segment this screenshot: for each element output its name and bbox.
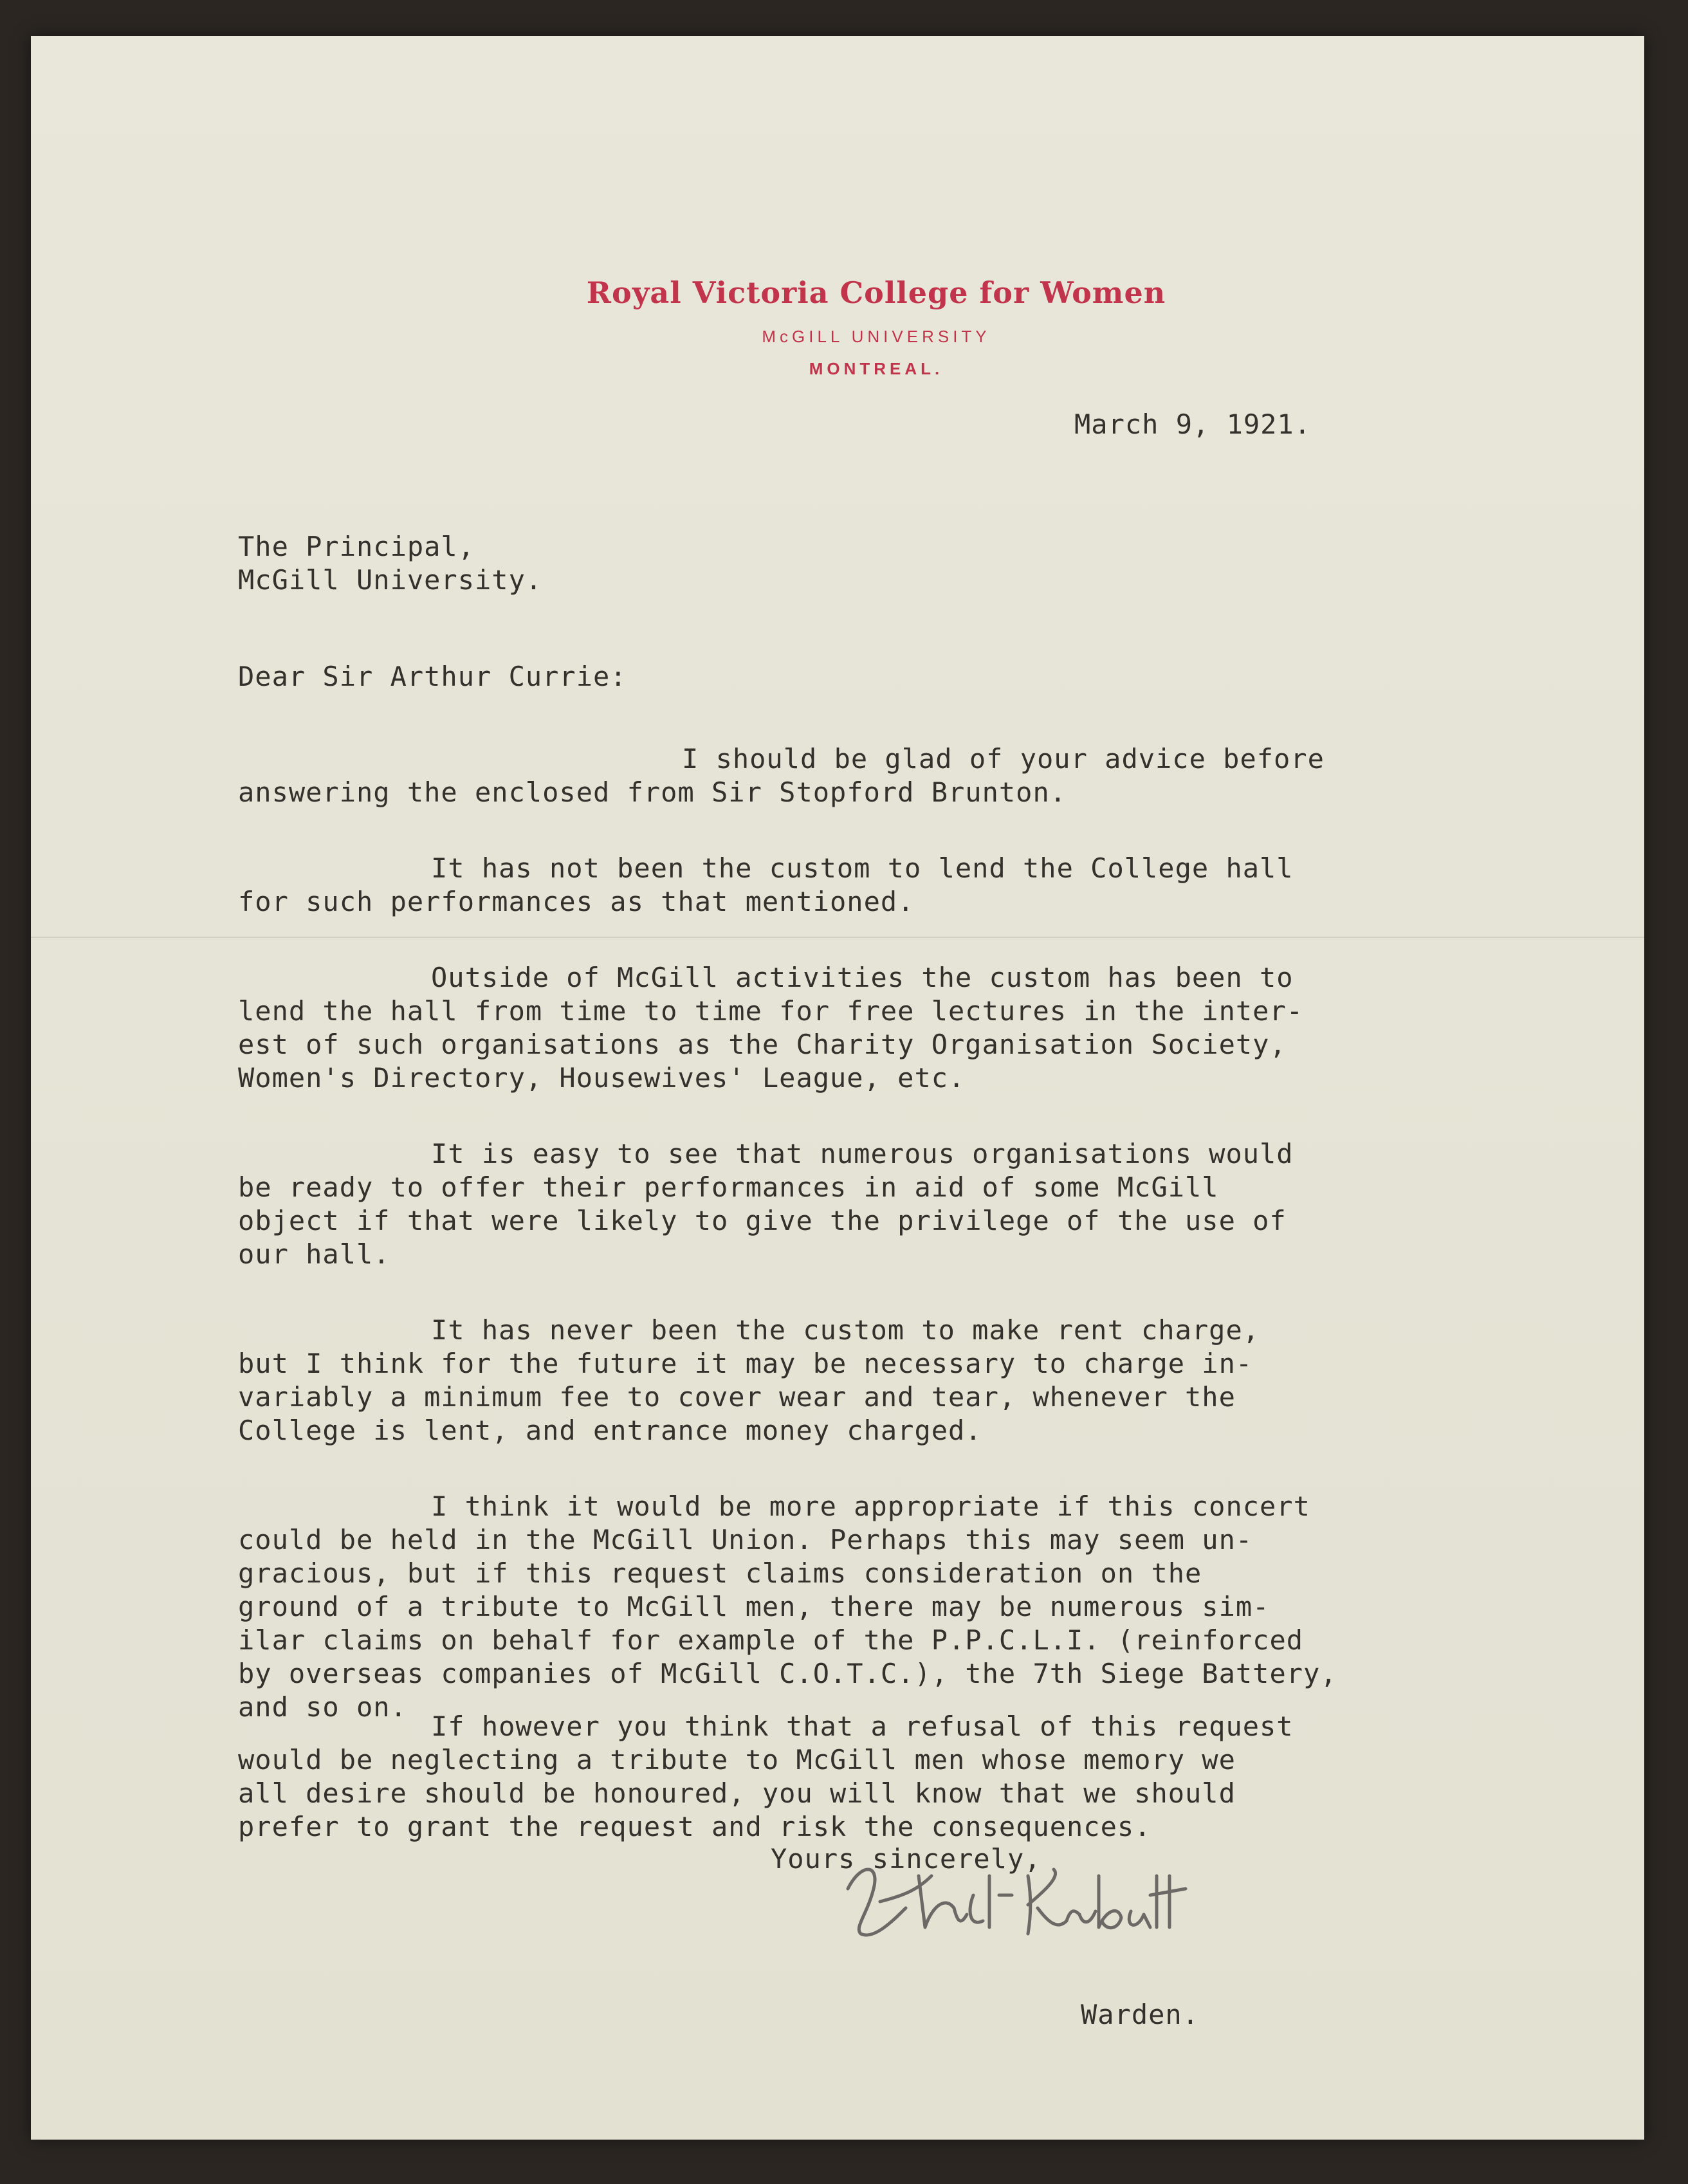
letterhead-institution: Royal Victoria College for Women (586, 275, 1166, 310)
paragraph-1-line-2: answering the enclosed from Sir Stopford Brunton. (238, 776, 1067, 808)
paragraph-3-line-2: lend the hall from time to time for free lectures in the inter- (238, 995, 1304, 1027)
paragraph-3-line-4: Women's Directory, Housewives' League, etc. (238, 1062, 966, 1094)
paragraph-6-line-6: by overseas companies of McGill C.O.T.C.), the 7th Siege Battery, (238, 1658, 1337, 1689)
paragraph-4-line-4: our hall. (238, 1238, 390, 1270)
paragraph-7-line-3: all desire should be honoured, you will know that we should (238, 1777, 1236, 1809)
paragraph-4-line-3: object if that were likely to give the privilege of the use of (238, 1205, 1287, 1236)
paragraph-6-line-5: ilar claims on behalf for example of the P.P.C.L.I. (reinforced (238, 1624, 1304, 1656)
fold-crease (31, 937, 1644, 938)
paragraph-6-line-1: I think it would be more appropriate if this concert (431, 1491, 1310, 1522)
handwritten-signature (835, 1850, 1195, 1947)
recipient-line-1: The Principal, (238, 531, 475, 562)
letterhead-city: MONTREAL. (809, 359, 944, 378)
paragraph-5-line-4: College is lent, and entrance money charged. (238, 1415, 982, 1446)
paragraph-1-line-1: I should be glad of your advice before (682, 743, 1325, 775)
paragraph-5-line-3: variably a minimum fee to cover wear and tear, whenever the (238, 1381, 1236, 1413)
paragraph-3-line-1: Outside of McGill activities the custom has been to (431, 962, 1294, 993)
paragraph-2-line-2: for such performances as that mentioned. (238, 886, 915, 917)
paragraph-6-line-7: and so on. (238, 1691, 407, 1723)
paragraph-6-line-4: ground of a tribute to McGill men, there may be numerous sim- (238, 1591, 1270, 1622)
signatory-title: Warden. (1081, 1999, 1200, 2030)
paragraph-7-line-1: If however you think that a refusal of this request (431, 1711, 1294, 1742)
paragraph-4-line-2: be ready to offer their performances in aid of some McGill (238, 1171, 1219, 1203)
paragraph-6-line-3: gracious, but if this request claims consideration on the (238, 1557, 1202, 1589)
paragraph-5-line-1: It has never been the custom to make rent charge, (431, 1314, 1260, 1346)
paragraph-6-line-2: could be held in the McGill Union. Perhaps this may seem un- (238, 1524, 1253, 1555)
paragraph-3-line-3: est of such organisations as the Charity Organisation Society, (238, 1029, 1287, 1060)
salutation: Dear Sir Arthur Currie: (238, 661, 627, 692)
letter-paper (31, 36, 1644, 2140)
recipient-line-2: McGill University. (238, 564, 543, 596)
closing: Yours sincerely, (771, 1843, 1041, 1875)
paragraph-5-line-2: but I think for the future it may be necessary to charge in- (238, 1348, 1253, 1379)
paragraph-4-line-1: It is easy to see that numerous organisations would (431, 1138, 1294, 1170)
paragraph-2-line-1: It has not been the custom to lend the College hall (431, 852, 1294, 884)
letterhead-university: McGILL UNIVERSITY (762, 327, 991, 346)
paragraph-7-line-2: would be neglecting a tribute to McGill men whose memory we (238, 1744, 1236, 1776)
letter-date: March 9, 1921. (1074, 408, 1312, 440)
paragraph-7-line-4: prefer to grant the request and risk the consequences. (238, 1811, 1151, 1842)
